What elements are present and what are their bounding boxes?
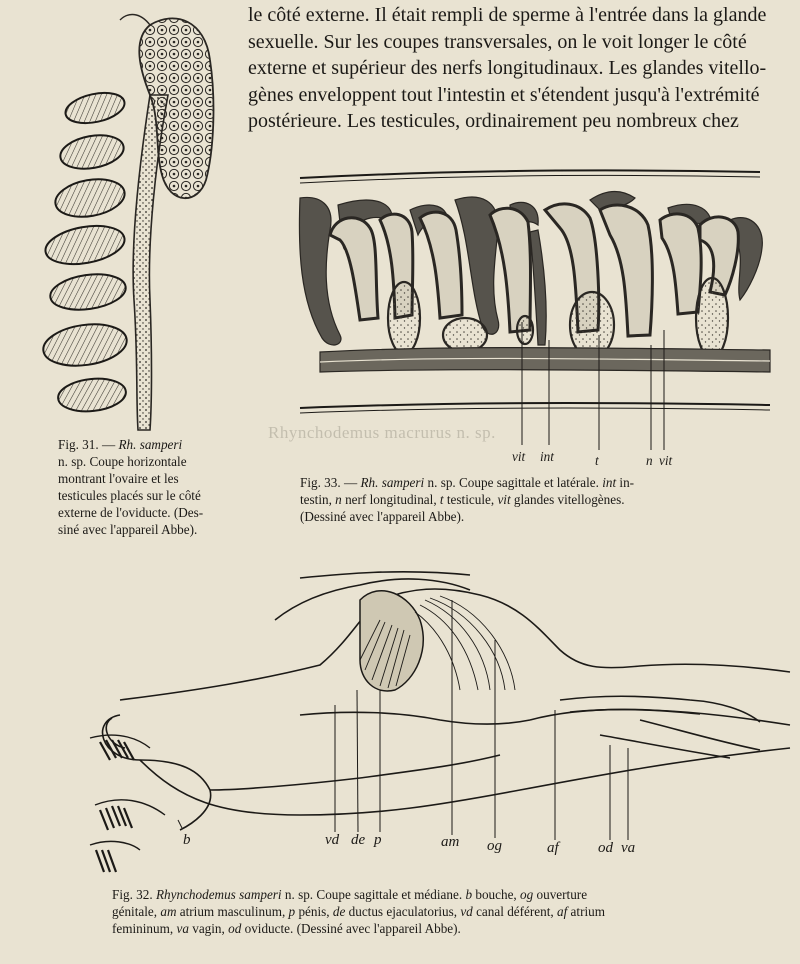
fig32-abbr-p: p [288,904,296,919]
bleed-through-heading: Rhynchodemus macrurus n. sp. [268,423,496,442]
testicle-group [41,88,130,414]
fig33-species: Rh. samperi [360,475,425,490]
fig33-line2-a: testin, [300,492,332,507]
fig33-line2-c: testicule, [446,492,495,507]
figure-31-caption [58,436,248,538]
fig33-abbr-vit: vit [497,492,511,507]
fig32-label-od: od [598,840,613,856]
fig32-label-af: af [547,840,559,856]
fig32-line1-end: ouverture [536,887,588,902]
fig31-line-5: siné avec l'appareil Abbe). [58,522,198,537]
fig33-label-n: n [646,453,653,468]
fig33-label-vit-b: vit [659,453,673,468]
fig32-label-vd: vd [325,832,340,848]
body-line-3: externe et supérieur des nerfs longitudinaux. Les glandes vitello- [248,57,767,79]
fig33-abbr-int: int [602,475,617,490]
body-line-4: gènes enveloppent tout l'intestin et s'étendent jusqu'à l'extrémité [248,84,760,106]
fig32-line3-b: vagin, [192,921,225,936]
fig32-label-b: b [183,832,191,848]
fig33-rest-line1: n. sp. Coupe sagittale et latérale. [427,475,599,490]
body-line-2: sexuelle. Sur les coupes transversales, on le voit longer le côté [248,31,747,53]
fig32-label-am: am [441,834,460,850]
fig32-abbr-am: am [160,904,177,919]
fig32-line2-d: ductus ejaculatorius, [348,904,458,919]
fig32-number: Fig. 32. [112,887,153,902]
fig32-line3-c: oviducte. (Dessiné avec l'appareil Abbe). [244,921,461,936]
fig32-label-va: va [621,840,636,856]
fig33-number: Fig. 33. — [300,475,358,490]
fig31-line-2: montrant l'ovaire et les [58,471,179,486]
fig32-label-p: p [374,832,382,848]
fig33-line3: (Dessiné avec l'appareil Abbe). [300,509,465,524]
fig32-abbr-vd: vd [460,904,473,919]
figure-33-caption [300,474,790,525]
fig33-tail-line1: in- [619,475,635,490]
fig31-line-4: externe de l'oviducte. (Des- [58,505,204,520]
fig32-line1-rest: n. sp. Coupe sagittale et médiane. [284,887,463,902]
fig32-line2-c: pénis, [298,904,330,919]
fig32-abbr-de: de [332,904,346,919]
fig31-species: Rh. samperi [118,437,183,452]
fig32-line2-f: atrium [570,904,605,919]
fig32-line1-tail: bouche, [475,887,517,902]
fig32-abbr-va: va [176,921,189,936]
fig32-abbr-b: b [465,887,473,902]
fig31-line-3: testicules placés sur le côté [58,488,201,503]
fig33-abbr-n: n [335,492,342,507]
fig32-line2-e: canal déférent, [476,904,554,919]
fig31-line-1: n. sp. Coupe horizontale [58,454,187,469]
fig32-abbr-og: og [520,887,534,902]
figure-32-caption [112,886,792,937]
fig32-abbr-af: af [556,904,568,919]
body-line-1: le côté externe. Il était rempli de sperme à l'entrée dans la glande [248,4,767,26]
fig33-label-int: int [540,449,554,464]
fig33-abbr-t: t [439,492,444,507]
fig33-line2-b: nerf longitudinal, [345,492,437,507]
fig31-number: Fig. 31. — [58,437,116,452]
fig32-abbr-od: od [228,921,242,936]
fig32-line2-b: atrium masculinum, [179,904,286,919]
body-line-5: postérieure. Les testicules, ordinairement peu nombreux chez [248,110,739,132]
fig33-line2-d: glandes vitellogènes. [513,492,625,507]
fig32-line2-a: génitale, [112,904,158,919]
fig32-label-de: de [351,832,366,848]
fig32-line3-a: femininum, [112,921,174,936]
fig33-label-t: t [595,453,599,468]
fig32-label-og: og [487,838,502,854]
fig32-species: Rhynchodemus samperi [155,887,282,902]
fig33-label-vit-a: vit [512,449,526,464]
